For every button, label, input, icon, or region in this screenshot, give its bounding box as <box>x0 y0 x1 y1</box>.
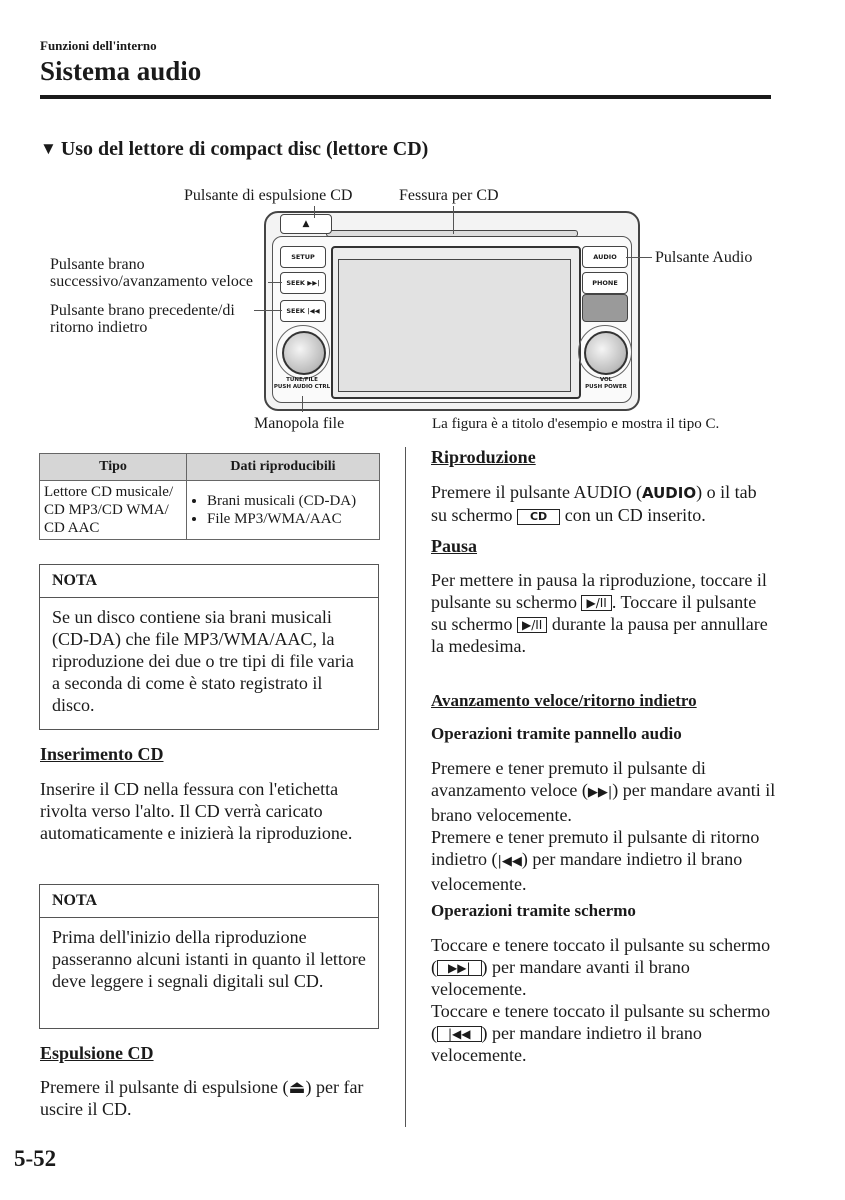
phone-button-drawing: PHONE <box>582 272 628 294</box>
table-row <box>40 481 380 540</box>
list-item: • Brani musicali (CD-DA) <box>207 492 375 510</box>
play-pause-icon: ▶/II <box>581 595 611 611</box>
panel-ops-body: Premere e tener premuto il pulsante di avanzamento veloce (▶▶|) per mandare avanti il brano velocemente. Premere e tener premuto il pulsante di ritorno indietro (|◀◀) per mandare indietro il brano velocemente. <box>431 758 776 894</box>
eject-body: Premere il pulsante di espulsione (⏏) per far uscire il CD. <box>40 1077 364 1119</box>
note-heading: NOTA <box>40 885 378 918</box>
setup-button-drawing: SETUP <box>280 246 326 268</box>
label-next-2: successivo/avanzamento veloce <box>50 273 254 290</box>
label-eject: Pulsante di espulsione CD <box>184 187 353 204</box>
seek-prev-button-drawing: SEEK |◀◀ <box>280 300 326 322</box>
figure-caption: La figura è a titolo d'esempio e mostra il tipo C. <box>432 416 720 432</box>
audio-button-drawing: AUDIO <box>582 246 628 268</box>
subsection-title-text: Uso del lettore di compact disc (lettore CD) <box>60 138 429 160</box>
insert-body: Inserire il CD nella fessura con l'etichetta rivolta verso l'alto. Il CD verrà caricato automaticamente e inizierà la riproduzione. <box>40 779 353 843</box>
insert-heading: Inserimento CD <box>40 744 164 764</box>
screen-ops-body: Toccare e tenere toccato il pulsante su schermo ( ▶▶| ) per mandare avanti il brano velocemente. Toccare e tenere toccato il pulsante su schermo ( |◀◀ ) per mandare indietro il brano velocemente. <box>431 935 771 1065</box>
pause-heading: Pausa <box>431 536 478 556</box>
label-prev-1: Pulsante brano precedente/di <box>50 302 235 319</box>
note-box-2 <box>39 884 379 1029</box>
note-body: Se un disco contiene sia brani musicali (CD-DA) che file MP3/WMA/AAC, la riproduzione dei due o tre tipi di file varia a seconda di come è stato registrato il disco. <box>52 607 354 715</box>
column-divider <box>405 447 406 1127</box>
note-heading: NOTA <box>40 565 378 598</box>
tune-knob-label: TUNE/FILE PUSH AUDIO CTRL <box>273 377 331 390</box>
eject-heading: Espulsione CD <box>40 1043 154 1063</box>
note-box-1 <box>39 564 379 730</box>
play-heading: Riproduzione <box>431 447 536 467</box>
note-body: Prima dell'inizio della riproduzione passeranno alcuni istanti in quanto il lettore deve leggere i segnali digitali sul CD. <box>52 927 366 991</box>
ffrw-heading: Avanzamento veloce/ritorno indietro <box>431 691 697 710</box>
play-body: Premere il pulsante AUDIO (AUDIO) o il tab su schermo CD con un CD inserito. <box>431 482 757 525</box>
subsection-title <box>40 138 428 161</box>
seek-next-button-drawing: SEEK ▶▶| <box>280 272 326 294</box>
label-file-knob: Manopola file <box>254 415 345 432</box>
label-audio: Pulsante Audio <box>655 249 753 266</box>
table-cell-data <box>187 481 380 540</box>
tune-file-knob-icon <box>282 331 326 375</box>
triangle-marker-icon: ▼ <box>40 139 57 158</box>
table-cell-type: Lettore CD musicale/ CD MP3/CD WMA/ CD AAC <box>40 481 187 540</box>
page-number: 5-52 <box>14 1146 57 1171</box>
cd-tab-icon: CD <box>517 509 560 525</box>
fast-forward-icon: ▶▶| <box>437 960 482 976</box>
rewind-icon: |◀◀ <box>437 1026 482 1042</box>
screen-ops-heading: Operazioni tramite schermo <box>431 901 636 920</box>
rewind-icon: |◀◀ <box>497 854 522 869</box>
table-header-type: Tipo <box>40 454 187 481</box>
vol-knob-label: VOL PUSH POWER <box>585 377 627 390</box>
playable-types-table <box>39 453 380 540</box>
pause-body: Per mettere in pausa la riproduzione, toccare il pulsante su schermo ▶/II . Toccare il pulsante su schermo ▶/II durante la pausa per annullare la medesima. <box>431 570 768 656</box>
label-next-1: Pulsante brano <box>50 256 145 273</box>
label-slot: Fessura per CD <box>399 187 499 204</box>
eject-button-drawing: ▲ <box>280 214 332 234</box>
table-header-data: Dati riproducibili <box>187 454 380 481</box>
section-kicker: Funzioni dell'interno <box>40 38 157 53</box>
list-item: • File MP3/WMA/AAC <box>207 510 375 528</box>
panel-ops-heading: Operazioni tramite pannello audio <box>431 724 682 743</box>
page-title: Sistema audio <box>40 56 202 86</box>
play-pause-icon: ▶/II <box>517 617 547 633</box>
volume-knob-icon <box>584 331 628 375</box>
display-screen <box>338 259 571 392</box>
label-prev-2: ritorno indietro <box>50 319 148 336</box>
title-rule <box>40 95 771 99</box>
fast-forward-icon: ▶▶| <box>587 785 613 800</box>
cd-slot <box>326 230 578 237</box>
blank-button-drawing <box>582 294 628 322</box>
audio-button-icon: AUDIO <box>641 484 697 502</box>
eject-icon: ⏏ <box>288 1077 306 1097</box>
